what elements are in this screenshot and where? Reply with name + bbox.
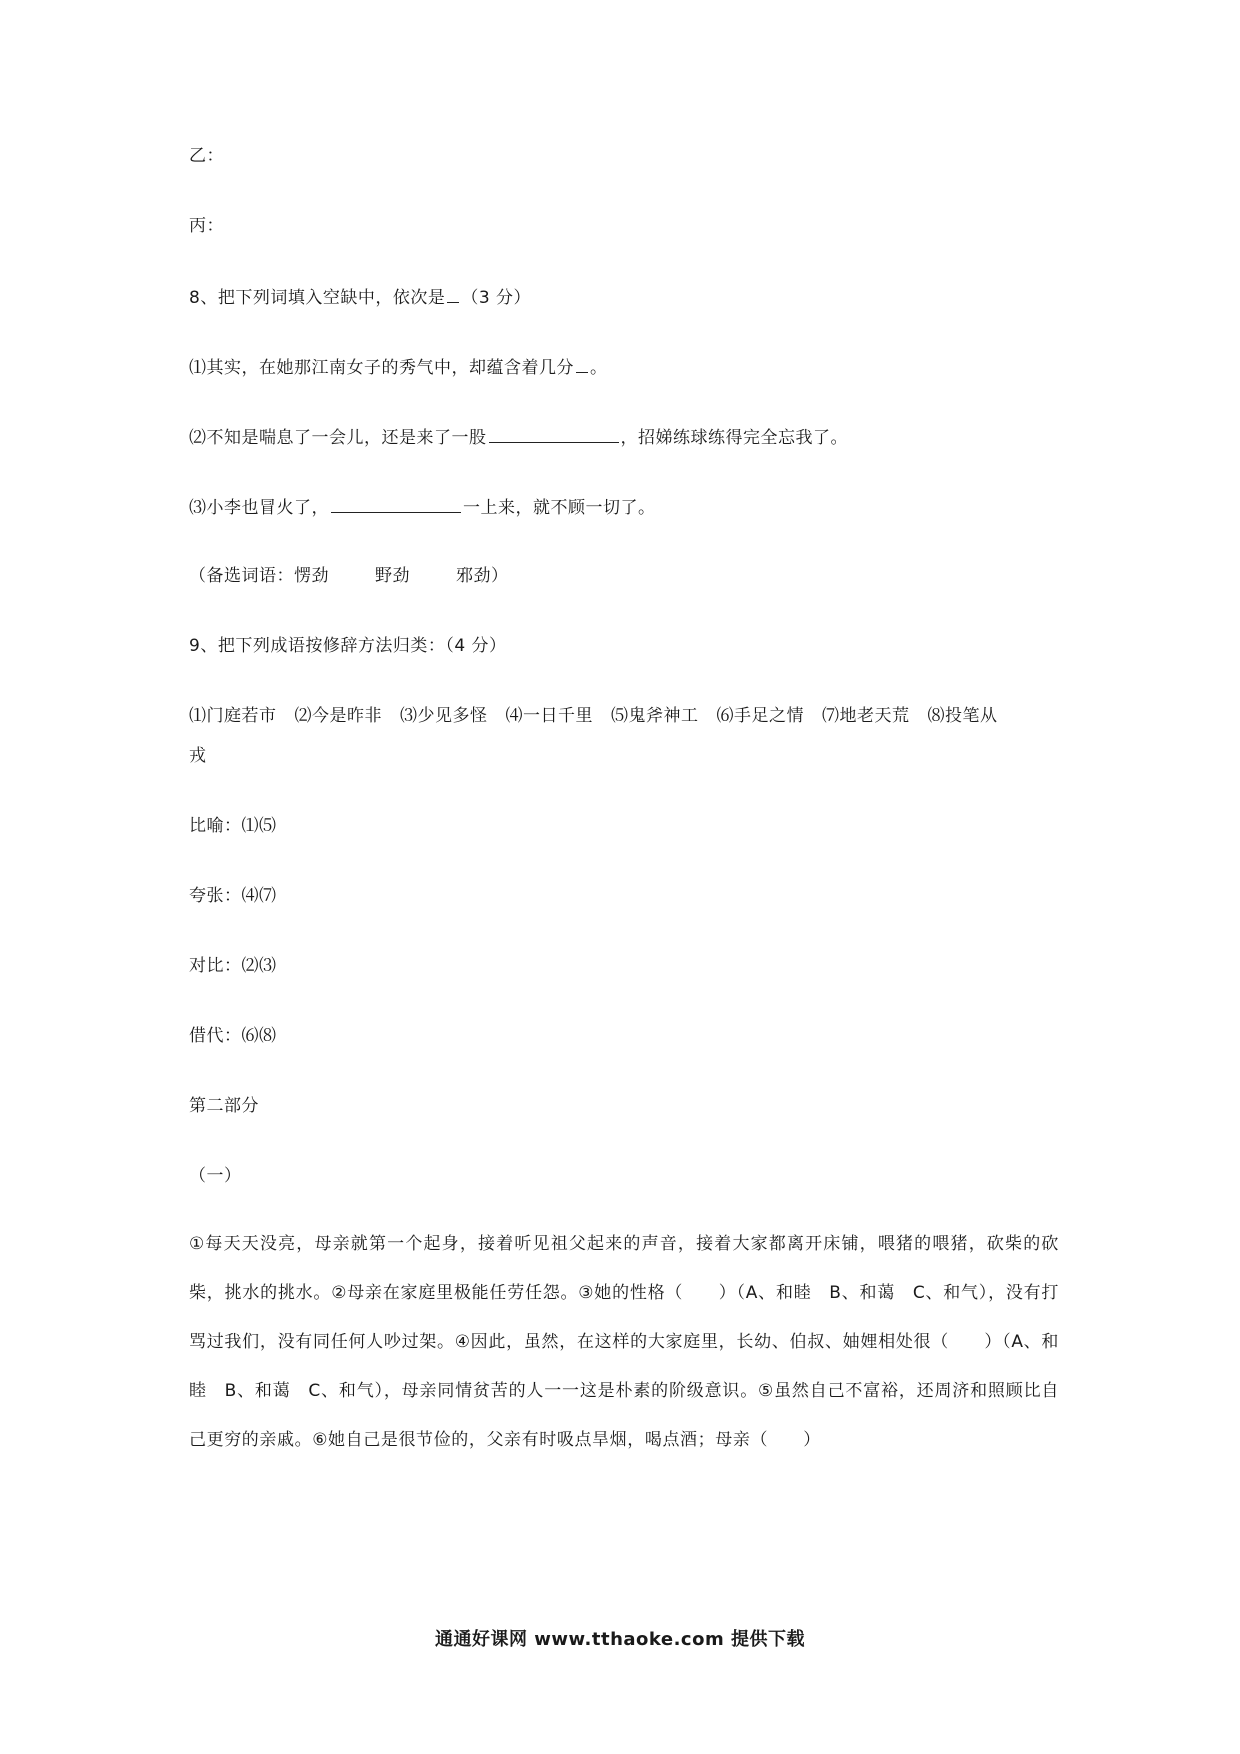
reading-passage: ①每天天没亮，母亲就第一个起身，接着听见祖父起来的声音，接着大家都离开床铺，喂猪的喂猪，砍柴的砍柴，挑水的挑水。②母亲在家庭里极能任劳任怨。③她的性格（ ）（A、和睦 B、和蔼 C、和气），没有打骂过我们，没有同任何人吵过架。④因此，虽然，在这样的大家庭里，长幼、伯叔、妯娌相处很（ ）（A、和睦 B、和蔼 C、和气），母亲同情贫苦的人一一这是朴素的阶级意识。⑤虽然自己不富裕，还周济和照顾比自己更穷的亲戚。⑥她自己是很节俭的，父亲有时吸点旱烟，喝点酒；母亲（ ） [189,1234,1059,1450]
idiom-item: ⑹手足之情 [716,706,804,726]
answer-contrast: 对比：⑵⑶ [189,956,277,976]
answer-metaphor: 比喻：⑴⑸ [189,816,277,836]
question-9-title: 9、把下列成语按修辞方法归类：（4 分） [189,636,507,656]
question-8-title [189,284,531,310]
idiom-item: ⑺地老天荒 [822,706,910,726]
question-8-title-text: 8、把下列词填入空缺中，依次是 [189,288,446,308]
answer-blank[interactable] [447,284,459,303]
option-word-1: （备选词语：愣劲 [189,566,329,586]
question-8-score: （3 分） [461,288,532,308]
idiom-item: ⑶少见多怪 [400,706,488,726]
question-9-items-continued: 戎 [189,746,207,766]
answer-hyperbole: 夸张：⑷⑺ [189,886,277,906]
option-word-2: 野劲 [375,566,410,586]
item-text-end: 。 [590,358,608,378]
part-two-heading: 第二部分 [189,1096,259,1116]
question-8-item-1 [189,354,608,380]
item-text-end: 一上来，就不顾一切了。 [463,498,656,518]
idiom-item: ⑵今是昨非 [294,706,382,726]
label-yi: 乙： [189,146,224,166]
idiom-item: ⑸鬼斧神工 [611,706,699,726]
label-bing: 丙： [189,216,224,236]
page-footer: 通通好课网 www.tthaoke.com 提供下载 [435,1629,805,1650]
idiom-item: ⑷一日千里 [505,706,593,726]
option-word-3: 邪劲） [456,566,509,586]
question-8-item-2 [189,424,848,450]
answer-blank[interactable] [576,354,588,373]
section-one-heading: （一） [189,1166,242,1186]
answer-blank[interactable] [331,494,461,513]
question-9-items [189,704,998,728]
question-8-options [189,564,509,588]
question-8-item-3 [189,494,656,520]
idiom-item: ⑴门庭若市 [189,706,277,726]
answer-blank[interactable] [489,424,619,443]
item-text: ⑶小李也冒火了， [189,498,329,518]
idiom-item: ⑻投笔从 [927,706,998,726]
item-text: ⑵不知是喘息了一会儿，还是来了一股 [189,428,487,448]
item-text: ⑴其实，在她那江南女子的秀气中，却蕴含着几分 [189,358,574,378]
answer-metonymy: 借代：⑹⑻ [189,1026,277,1046]
item-text-end: ，招娣练球练得完全忘我了。 [620,428,848,448]
